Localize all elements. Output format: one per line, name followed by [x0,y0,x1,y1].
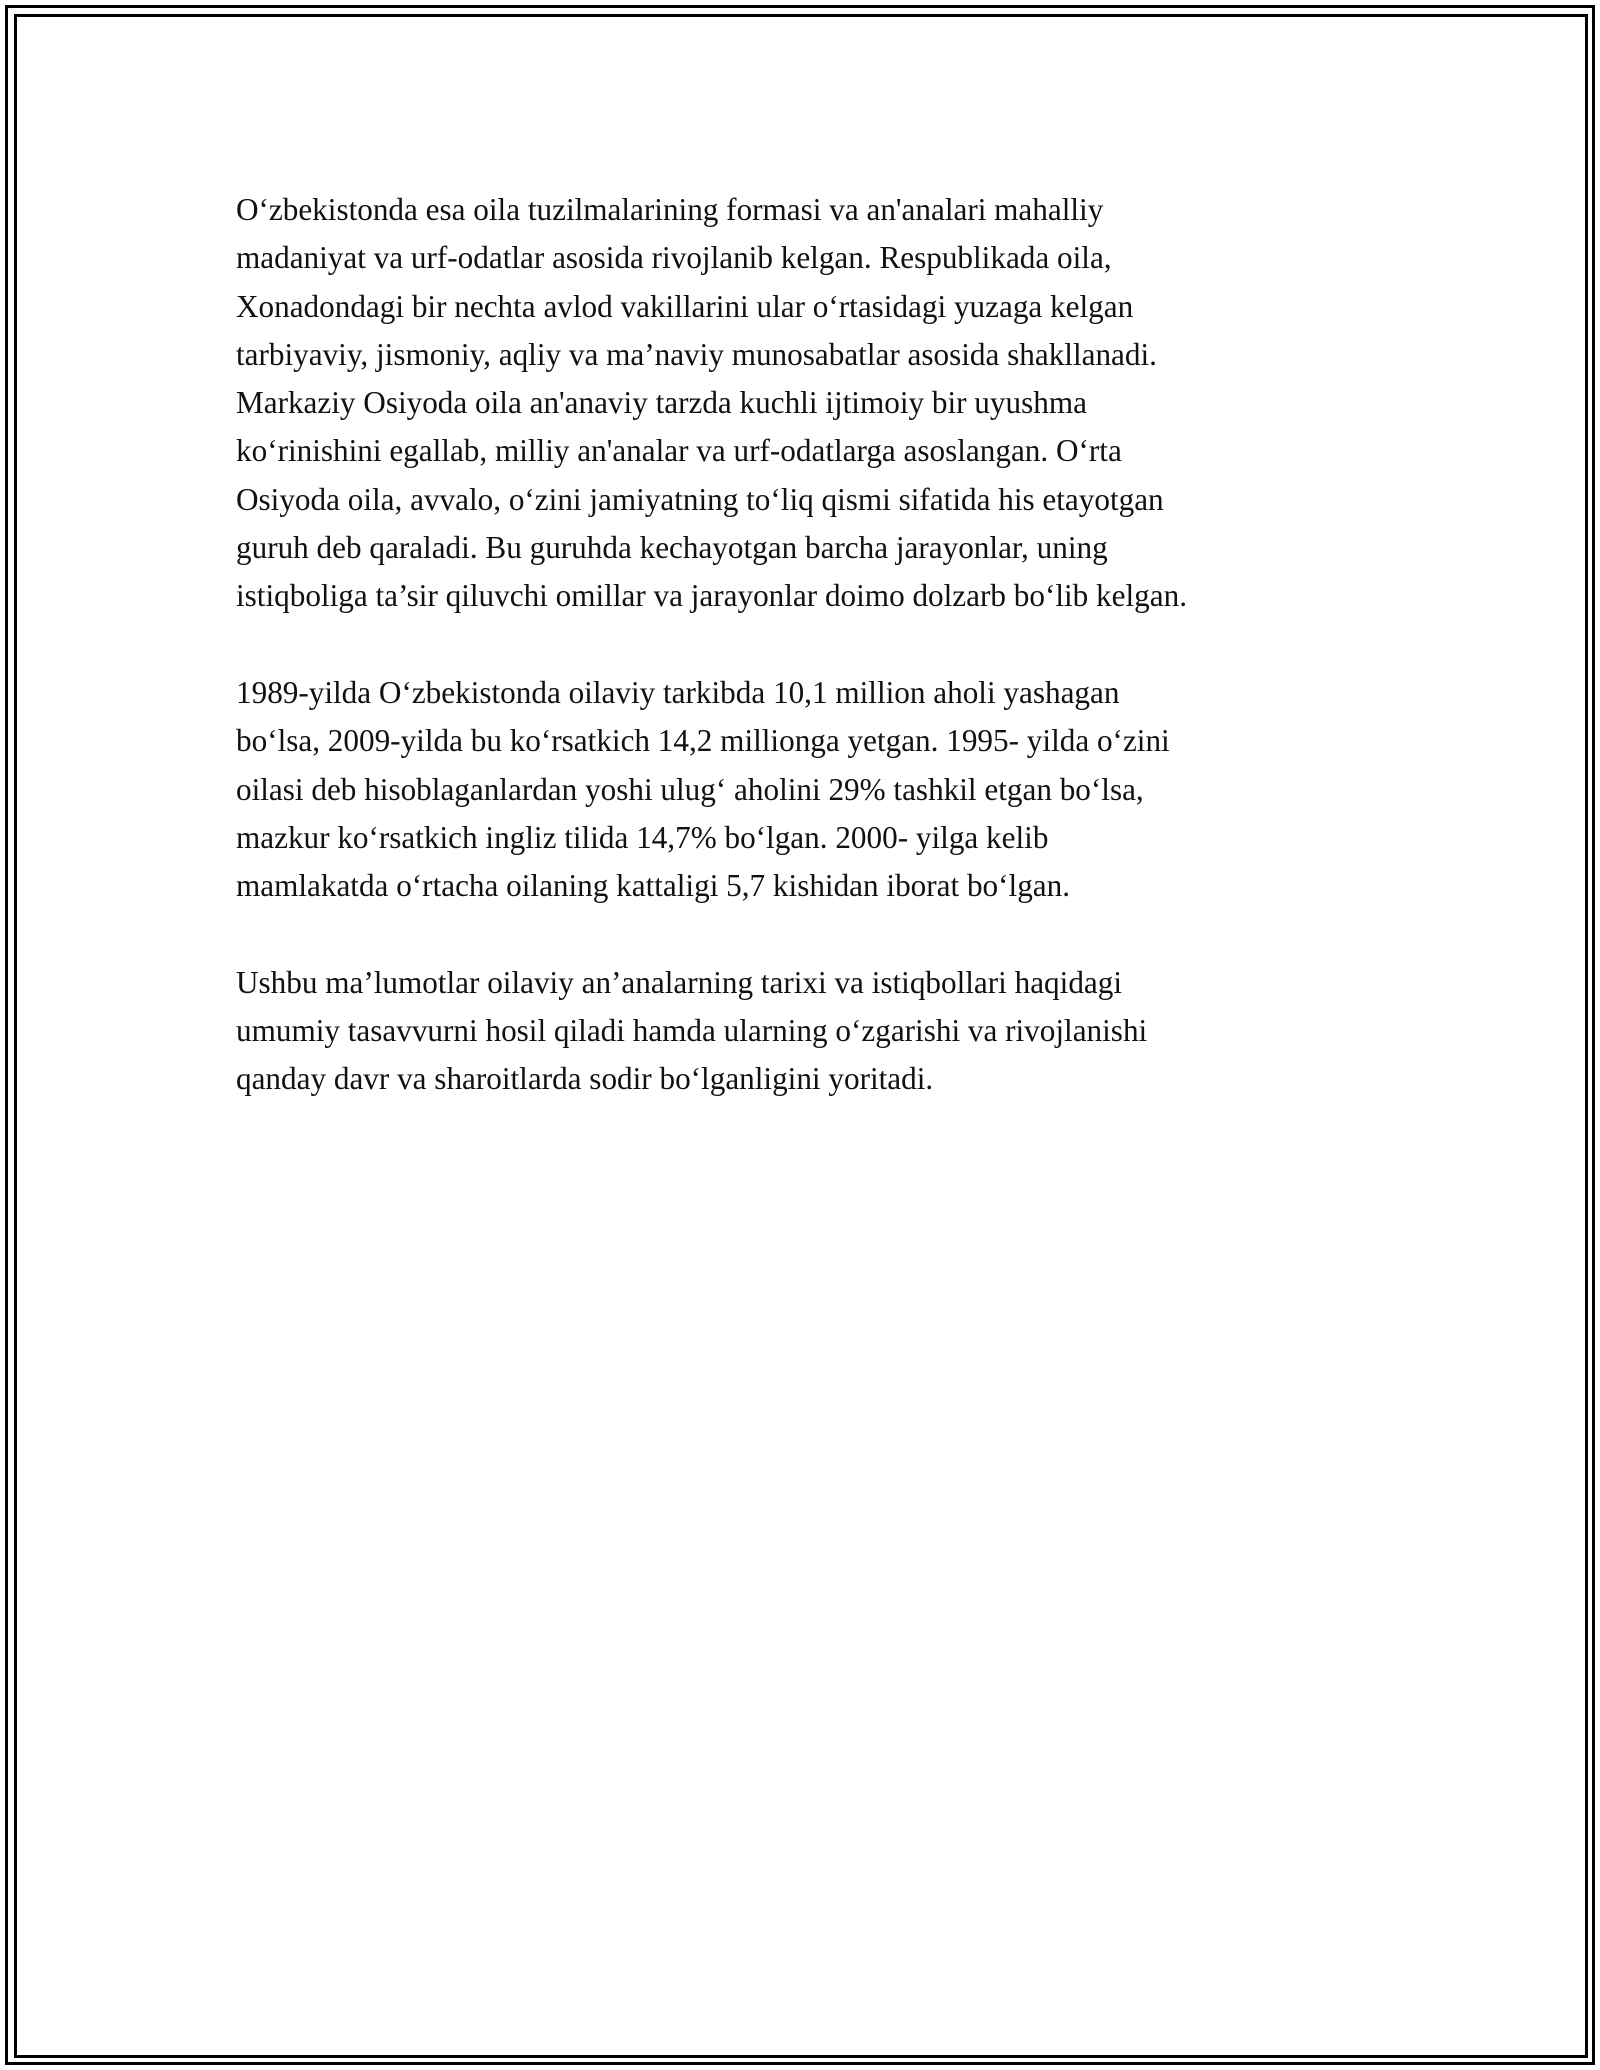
text-line: 1989-yilda O‘zbekistonda oilaviy tarkibda 10,1 million aholi yashagan [236,674,1120,710]
text-line: bo‘lsa, 2009-yilda bu ko‘rsatkich 14,2 millionga yetgan. 1995- yilda o‘zini [236,723,1170,759]
text-line: madaniyat va urf-odatlar asosida rivojlanib kelgan. Respublikada oila, [236,240,1112,276]
text-line: mazkur ko‘rsatkich ingliz tilida 14,7% bo‘lgan. 2000- yilga kelib [236,819,1049,855]
text-line: mamlakatda o‘rtacha oilaning kattaligi 5,7 kishidan iborat bo‘lgan. [236,868,1071,904]
text-line: ko‘rinishini egallab, milliy an'analar va urf-odatlarga asoslangan. O‘rta [236,433,1122,469]
text-line: istiqboliga ta’sir qiluvchi omillar va jarayonlar doimo dolzarb bo‘lib kelgan. [236,578,1187,614]
text-line: qanday davr va sharoitlarda sodir bo‘lganligini yoritadi. [236,1061,934,1097]
text-line: Markaziy Osiyoda oila an'anaviy tarzda kuchli ijtimoiy bir uyushma [236,385,1087,421]
text-line: Osiyoda oila, avvalo, o‘zini jamiyatning to‘liq qismi sifatida his etayotgan [236,481,1164,517]
text-line: guruh deb qaraladi. Bu guruhda kechayotgan barcha jarayonlar, uning [236,530,1108,566]
text-line: O‘zbekistonda esa oila tuzilmalarining formasi va an'analari mahalliy [236,192,1104,227]
paragraph-1 [236,186,1396,621]
document-body [236,186,1396,1152]
text-line: umumiy tasavvurni hosil qiladi hamda ularning o‘zgarishi va rivojlanishi [236,1013,1148,1049]
text-line: Xonadondagi bir nechta avlod vakillarini ular o‘rtasidagi yuzaga kelgan [236,288,1134,324]
paragraph-3 [236,959,1396,1104]
text-line: tarbiyaviy, jismoniy, aqliy va ma’naviy munosabatlar asosida shakllanadi. [236,336,1157,372]
paragraph-2 [236,669,1396,910]
text-line: Ushbu ma’lumotlar oilaviy an’analarning tarixi va istiqbollari haqidagi [236,964,1123,1000]
text-line: oilasi deb hisoblaganlardan yoshi ulug‘ aholini 29% tashkil etgan bo‘lsa, [236,771,1144,807]
